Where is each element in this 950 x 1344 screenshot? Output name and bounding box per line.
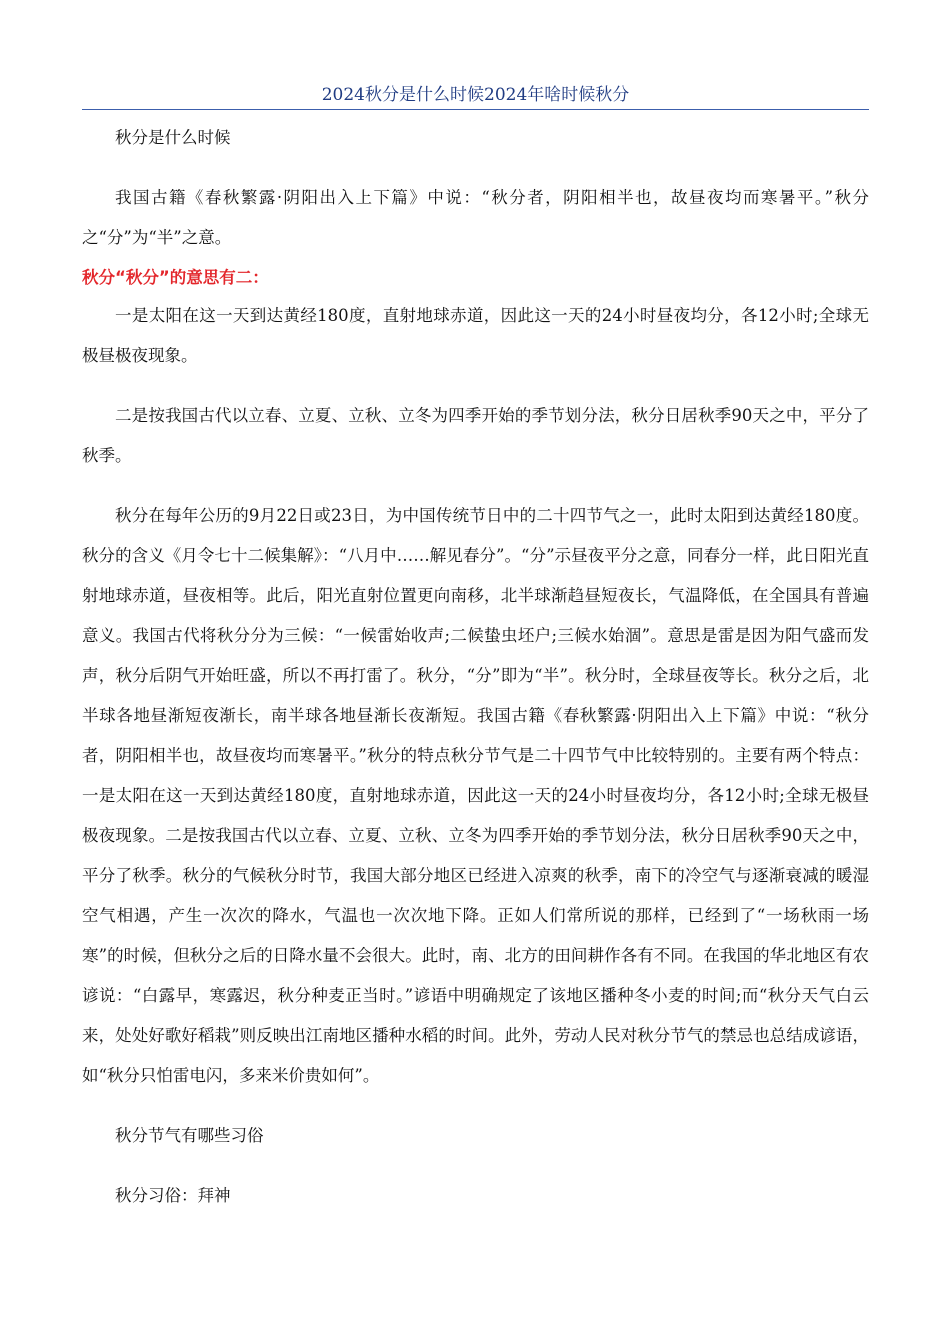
paragraph-ancient-text: 我国古籍《春秋繁露·阴阳出入上下篇》中说：“秋分者，阴阳相半也，故昼夜均而寒暑平。”秋分之“分”为“半”之意。 [82, 188, 869, 247]
paragraph-meaning-two: 二是按我国古代以立春、立夏、立秋、立冬为四季开始的季节划分法，秋分日居秋季90天之中，平分了秋季。 [82, 406, 869, 465]
paragraph-custom-worship: 秋分习俗：拜神 [115, 1186, 231, 1205]
document-header-title: 2024秋分是什么时候2024年啥时候秋分 [321, 85, 630, 105]
header-divider [82, 109, 869, 110]
document-body [82, 118, 869, 1236]
section-heading-meaning: 秋分“秋分”的意思有二： [82, 268, 269, 287]
paragraph-when-autumn-equinox: 秋分是什么时候 [115, 128, 231, 147]
paragraph-meaning-one: 一是太阳在这一天到达黄经180度，直射地球赤道，因此这一天的24小时昼夜均分，各12小时;全球无极昼极夜现象。 [82, 306, 869, 365]
paragraph-main-description: 秋分在每年公历的9月22日或23日，为中国传统节日中的二十四节气之一，此时太阳到达黄经180度。秋分的含义《月令七十二候集解》：“八月中……解见春分”。“分”示昼夜平分之意，同春分一样，此日阳光直射地球赤道，昼夜相等。此后，阳光直射位置更向南移，北半球渐趋昼短夜长，气温降低，在全国具有普遍意义。我国古代将秋分分为三候：“一候雷始收声;二候蛰虫坯户;三候水始涸”。意思是雷是因为阳气盛而发声，秋分后阴气开始旺盛，所以不再打雷了。秋分，“分”即为“半”。秋分时，全球昼夜等长。秋分之后，北半球各地昼渐短夜渐长，南半球各地昼渐长夜渐短。我国古籍《春秋繁露·阴阳出入上下篇》中说：“秋分者，阴阳相半也，故昼夜均而寒暑平。”秋分的特点秋分节气是二十四节气中比较特别的。主要有两个特点：一是太阳在这一天到达黄经180度，直射地球赤道，因此这一天的24小时昼夜均分，各12小时;全球无极昼极夜现象。二是按我国古代以立春、立夏、立秋、立冬为四季开始的季节划分法，秋分日居秋季90天之中，平分了秋季。秋分的气候秋分时节，我国大部分地区已经进入凉爽的秋季，南下的冷空气与逐渐衰减的暖湿空气相遇，产生一次次的降水，气温也一次次地下降。正如人们常所说的那样，已经到了“一场秋雨一场寒”的时候，但秋分之后的日降水量不会很大。此时，南、北方的田间耕作各有不同。在我国的华北地区有农谚说：“白露早，寒露迟，秋分种麦正当时。”谚语中明确规定了该地区播种冬小麦的时间;而“秋分天气白云来，处处好歌好稻栽”则反映出江南地区播种水稻的时间。此外，劳动人民对秋分节气的禁忌也总结成谚语，如“秋分只怕雷电闪，多来米价贵如何”。 [82, 506, 869, 1085]
paragraph-customs-heading: 秋分节气有哪些习俗 [115, 1126, 264, 1145]
